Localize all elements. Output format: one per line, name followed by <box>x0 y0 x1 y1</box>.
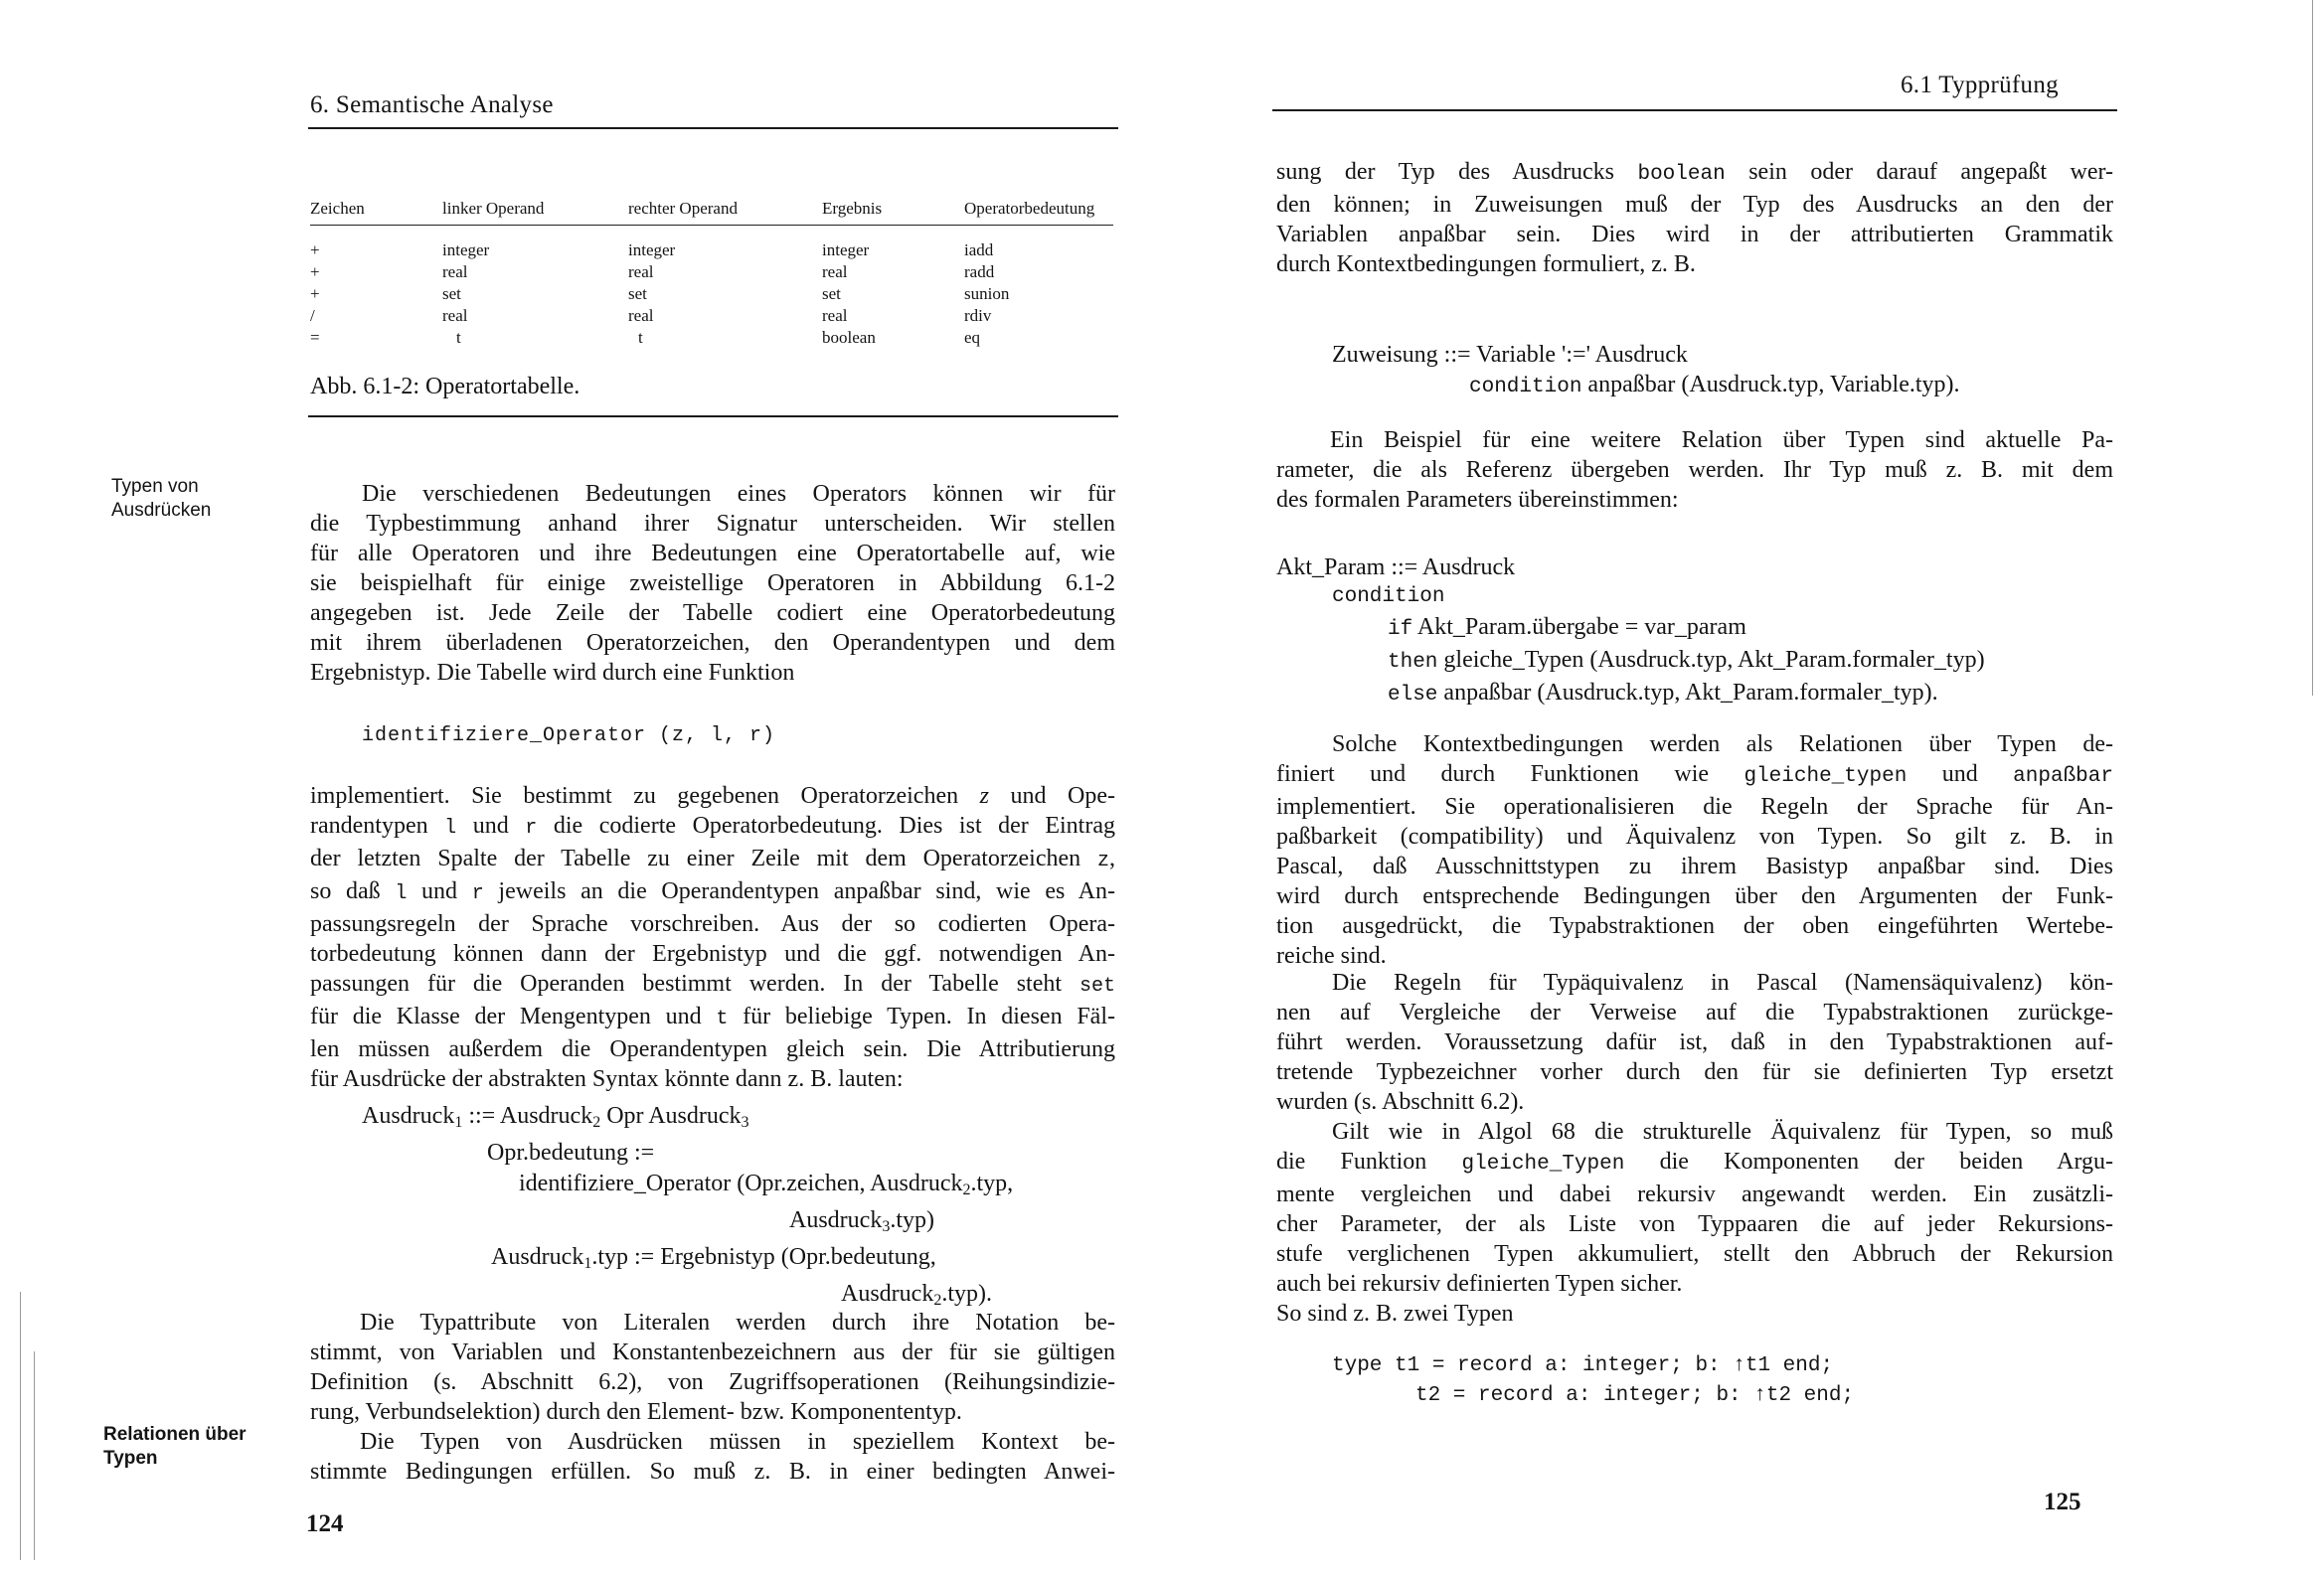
text-line: durch Kontextbedingungen formuliert, z. B. <box>1276 251 1696 277</box>
table-cell: eq <box>964 328 981 347</box>
table-cell: set <box>442 284 461 303</box>
paragraph-structural-equivalence <box>1276 1117 2113 1329</box>
table-cell: sunion <box>964 284 1010 303</box>
margin-note-line: Relationen über <box>103 1424 247 1445</box>
paragraph-type-attributes <box>310 1308 1115 1427</box>
text-line: passungsregeln der Sprache vorschreiben. Aus der so codierten Opera- <box>310 911 1115 937</box>
caption-rule <box>308 415 1118 417</box>
text-line: randentypen l und r die codierte Operatorbedeutung. Dies ist der Eintrag <box>310 813 1115 840</box>
scan-edge-mark <box>2312 0 2313 696</box>
table-row <box>310 261 1113 283</box>
text-line: sie beispielhaft für einige zweistellige Operatoren in Abbildung 6.1-2 <box>310 570 1115 596</box>
right-page <box>1163 0 2324 1577</box>
text-line: führt werden. Voraussetzung dafür ist, daß in den Typabstraktionen auf- <box>1276 1029 2113 1055</box>
grammar-line: Akt_Param ::= Ausdruck <box>1276 554 1516 580</box>
attribute-grammar-ausdruck <box>362 1101 1013 1316</box>
table-cell: t <box>456 328 461 347</box>
table-cell: / <box>310 306 315 325</box>
code-identifiziere-operator: identifiziere_Operator (z, l, r) <box>362 724 776 747</box>
text-line: Solche Kontextbedingungen werden als Relationen über Typen de- <box>1332 731 2113 757</box>
text-line: cher Parameter, der als Liste von Typpaaren die auf jeder Rekursions- <box>1276 1211 2113 1237</box>
table-header: Zeichen <box>310 199 442 226</box>
grammar-line: Ausdruck$_3$.typ) <box>789 1207 934 1235</box>
text-line: nen auf Vergleiche der Verweise auf die Typabstraktionen zurückge- <box>1276 1000 2113 1025</box>
text-line: len müssen außerdem die Operandentypen gleich sein. Die Attributierung <box>310 1036 1115 1062</box>
text-line: so daß l und r jeweils an die Operandentypen anpaßbar sind, wie es An- <box>310 878 1116 905</box>
text-line: des formalen Parameters übereinstimmen: <box>1276 487 1679 513</box>
grammar-line: Ausdruck$_1$.typ := Ergebnistyp (Opr.bedeutung, <box>491 1244 936 1272</box>
text-line: torbedeutung können dann der Ergebnistyp und die ggf. notwendigen An- <box>310 941 1115 967</box>
text-line: für die Klasse der Mengentypen und t für beliebige Typen. In diesen Fäl- <box>310 1004 1115 1030</box>
table-cell: = <box>310 328 320 347</box>
text-line: mit ihrem überladenen Operatorzeichen, den Operandentypen und dem <box>310 630 1115 656</box>
text-line: angegeben ist. Jede Zeile der Tabelle codiert eine Operatorbedeutung <box>310 600 1115 626</box>
table-cell: + <box>310 240 320 259</box>
grammar-line: condition anpaßbar (Ausdruck.typ, Variable.typ). <box>1469 372 1960 398</box>
text-line: wurden (s. Abschnitt 6.2). <box>1276 1089 1525 1115</box>
table-cell: boolean <box>822 328 876 347</box>
margin-note-typen-von-ausdruecken <box>111 475 211 523</box>
grammar-akt-param <box>1276 552 1985 710</box>
table-cell: real <box>442 306 468 325</box>
table-row <box>310 226 1113 262</box>
table-cell: real <box>628 262 654 281</box>
grammar-line: identifiziere_Operator (Opr.zeichen, Ausdruck$_2$.typ, <box>519 1171 1014 1198</box>
grammar-zuweisung <box>1332 340 1960 402</box>
operator-table <box>310 199 1113 349</box>
table-row <box>310 305 1113 327</box>
text-line: Die Typen von Ausdrücken müssen in speziellem Kontext be- <box>360 1429 1115 1455</box>
table-cell: real <box>822 262 848 281</box>
margin-note-line: Typen von <box>111 476 199 497</box>
table-cell: integer <box>628 240 676 259</box>
table-cell: real <box>822 306 848 325</box>
text-line: Die Regeln für Typäquivalenz in Pascal (Namensäquivalenz) kön- <box>1332 970 2113 996</box>
paragraph-operator-meanings <box>310 479 1115 688</box>
running-header-left: 6. Semantische Analyse <box>310 91 554 118</box>
text-line: Variablen anpaßbar sein. Dies wird in der attributierten Grammatik <box>1276 222 2113 247</box>
table-cell: set <box>628 284 647 303</box>
header-rule-left <box>308 127 1118 129</box>
paragraph-boolean-condition <box>1276 157 2113 279</box>
table-cell: real <box>628 306 654 325</box>
table-cell: rdiv <box>964 306 992 325</box>
table-cell: t <box>638 328 643 347</box>
grammar-line: Ausdruck$_2$.typ). <box>841 1281 992 1309</box>
text-line: Gilt wie in Algol 68 die strukturelle Äquivalenz für Typen, so muß <box>1332 1119 2113 1145</box>
code-line: type t1 = record a: integer; b: ↑t1 end; <box>1332 1354 1834 1377</box>
text-line: der letzten Spalte der Tabelle zu einer Zeile mit dem Operatorzeichen z, <box>310 846 1115 872</box>
grammar-line: if Akt_Param.übergabe = var_param <box>1388 614 1746 641</box>
grammar-line: condition <box>1332 585 1445 608</box>
page-number-left: 124 <box>306 1510 344 1537</box>
text-line: mente vergleichen und dabei rekursiv angewandt werden. Ein zusätzli- <box>1276 1182 2113 1207</box>
table-caption: Abb. 6.1-2: Operatortabelle. <box>310 374 581 399</box>
text-line: paßbarkeit (compatibility) und Äquivalenz von Typen. So gilt z. B. in <box>1276 824 2113 850</box>
text-line: Ergebnistyp. Die Tabelle wird durch eine Funktion <box>310 660 795 686</box>
text-line: Ein Beispiel für eine weitere Relation über Typen sind aktuelle Pa- <box>1330 427 2113 453</box>
scan-edge-mark <box>20 1292 21 1560</box>
table-header: rechter Operand <box>628 199 822 226</box>
text-line: passungen für die Operanden bestimmt werden. In der Tabelle steht set <box>310 971 1115 998</box>
table-row <box>310 283 1113 305</box>
text-line: stimmt, von Variablen und Konstantenbezeichnern aus der für sie gültigen <box>310 1340 1115 1365</box>
text-line: So sind z. B. zwei Typen <box>1276 1301 1514 1327</box>
text-line: tion ausgedrückt, die Typabstraktionen der oben eingeführten Wertebe- <box>1276 913 2113 939</box>
code-type-declarations <box>1332 1351 1854 1411</box>
text-line: sung der Typ des Ausdrucks boolean sein oder darauf angepaßt wer- <box>1276 159 2113 186</box>
table-header: Ergebnis <box>822 199 964 226</box>
text-line: Pascal, daß Ausschnittstypen zu ihrem Basistyp anpaßbar sind. Dies <box>1276 854 2113 879</box>
margin-note-line: Ausdrücken <box>111 500 212 521</box>
text-line: finiert und durch Funktionen wie gleiche_typen und anpaßbar <box>1276 761 2113 788</box>
table-cell: radd <box>964 262 995 281</box>
text-line: stimmte Bedingungen erfüllen. So muß z. B. in einer bedingten Anwei- <box>310 1459 1115 1485</box>
table-header-row <box>310 199 1113 226</box>
text-line: wird durch entsprechende Bedingungen über den Argumenten der Funk- <box>1276 883 2113 909</box>
grammar-line: Opr.bedeutung := <box>487 1140 655 1166</box>
text-line: die Funktion gleiche_Typen die Komponenten der beiden Argu- <box>1276 1149 2114 1176</box>
code-line: t2 = record a: integer; b: ↑t2 end; <box>1415 1384 1855 1407</box>
text-line: für Ausdrücke der abstrakten Syntax könnte dann z. B. lauten: <box>310 1066 904 1092</box>
text-line: rung, Verbundselektion) durch den Element- bzw. Komponententyp. <box>310 1399 962 1425</box>
text-line: den können; in Zuweisungen muß der Typ des Ausdrucks an den der <box>1276 192 2113 218</box>
text-line: die Typbestimmung anhand ihrer Signatur unterscheiden. Wir stellen <box>310 511 1115 537</box>
scan-edge-mark <box>34 1351 35 1560</box>
paragraph-implementation <box>310 781 1115 1094</box>
paragraph-name-equivalence <box>1276 968 2113 1117</box>
running-header-right: 6.1 Typprüfung <box>1901 72 2059 98</box>
margin-note-relationen-ueber-typen <box>103 1423 247 1471</box>
grammar-line: Zuweisung ::= Variable ':=' Ausdruck <box>1332 342 1688 368</box>
table-cell: real <box>442 262 468 281</box>
text-line: auch bei rekursiv definierten Typen sicher. <box>1276 1271 1683 1297</box>
table-cell: + <box>310 284 320 303</box>
text-line: für alle Operatoren und ihre Bedeutungen eine Operatortabelle auf, wie <box>310 541 1115 566</box>
text-line: Definition (s. Abschnitt 6.2), von Zugriffsoperationen (Reihungsindizie- <box>310 1369 1115 1395</box>
table-cell: integer <box>442 240 490 259</box>
text-line: Die verschiedenen Bedeutungen eines Operators können wir für <box>362 481 1115 507</box>
table-cell: integer <box>822 240 870 259</box>
paragraph-context-conditions <box>310 1427 1115 1487</box>
text-line: reiche sind. <box>1276 943 1387 969</box>
text-line: tretende Typbezeichner vorher durch den für sie definierten Typ ersetzt <box>1276 1059 2113 1085</box>
header-rule-right <box>1272 109 2117 111</box>
paragraph-reference-parameters <box>1276 425 2113 515</box>
table-header: Operatorbedeutung <box>964 199 1113 226</box>
page-number-right: 125 <box>2044 1489 2081 1515</box>
text-line: Die Typattribute von Literalen werden durch ihre Notation be- <box>360 1310 1115 1336</box>
text-line: implementiert. Sie operationalisieren die Regeln der Sprache für An- <box>1276 794 2113 820</box>
grammar-line: then gleiche_Typen (Ausdruck.typ, Akt_Param.formaler_typ) <box>1388 647 1985 674</box>
table-row <box>310 327 1113 349</box>
text-line: stufe verglichenen Typen akkumuliert, stellt den Abbruch der Rekursion <box>1276 1241 2113 1267</box>
table-cell: iadd <box>964 240 994 259</box>
text-line: implementiert. Sie bestimmt zu gegebenen Operatorzeichen z und Ope- <box>310 783 1115 809</box>
grammar-line: else anpaßbar (Ausdruck.typ, Akt_Param.formaler_typ). <box>1388 680 1938 707</box>
margin-note-line: Typen <box>103 1448 158 1469</box>
paragraph-relations <box>1276 729 2113 971</box>
table-header: linker Operand <box>442 199 628 226</box>
grammar-line: Ausdruck$_1$ ::= Ausdruck$_2$ Opr Ausdruck$_3$ <box>362 1103 749 1131</box>
text-line: rameter, die als Referenz übergeben werden. Ihr Typ muß z. B. mit dem <box>1276 457 2113 483</box>
table-cell: set <box>822 284 841 303</box>
table-cell: + <box>310 262 320 281</box>
